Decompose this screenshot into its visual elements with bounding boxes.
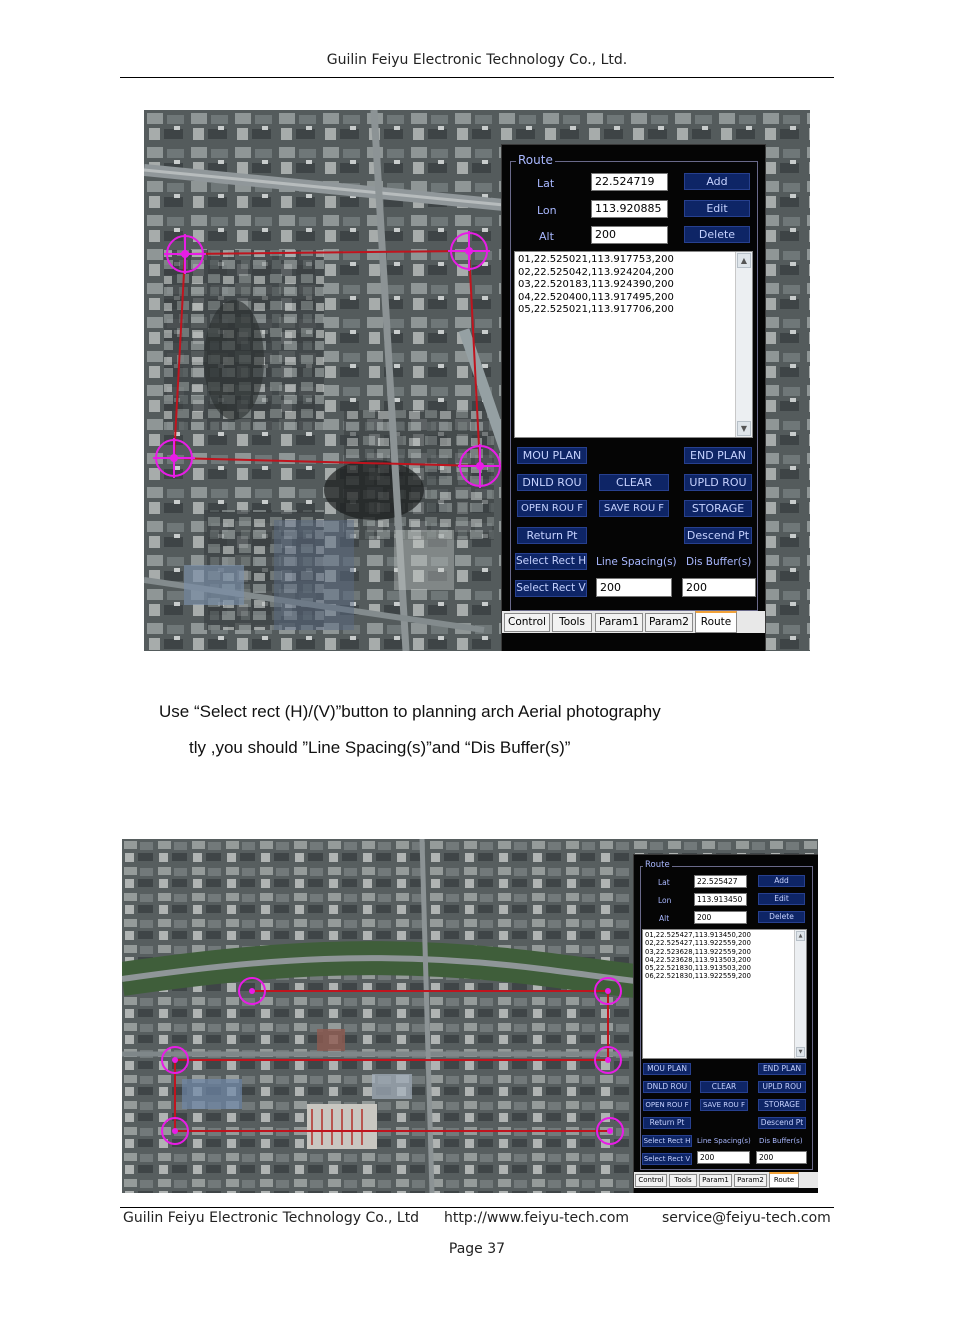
tab-param1[interactable]: Param1: [699, 1174, 732, 1187]
tab-bar: [502, 611, 765, 633]
page-header: Guilin Feiyu Electronic Technology Co., Ltd.: [326, 52, 628, 68]
scroll-down-icon[interactable]: ▼: [737, 421, 751, 436]
tab-tools[interactable]: Tools: [669, 1174, 697, 1187]
tab-param2[interactable]: Param2: [645, 613, 693, 632]
clear-button[interactable]: CLEAR: [599, 474, 669, 491]
waypoint-row[interactable]: 04,22.523628,113.913503,200: [645, 955, 751, 964]
select-rect-v-button[interactable]: Select Rect V: [515, 580, 587, 597]
select-rect-h-button[interactable]: Select Rect H: [643, 1137, 691, 1145]
waypoint-row[interactable]: 04,22.520400,113.917495,200: [518, 291, 674, 303]
waypoint-row[interactable]: 02,22.525427,113.922559,200: [645, 939, 751, 948]
dis-buffer-label: Dis Buffer(s): [759, 1137, 803, 1145]
alt-input[interactable]: 200: [694, 911, 747, 924]
tab-param2[interactable]: Param2: [734, 1174, 767, 1187]
tab-route[interactable]: Route: [695, 611, 737, 633]
select-rect-h-button[interactable]: Select Rect H: [515, 553, 587, 570]
dis-buffer-input[interactable]: 200: [756, 1151, 807, 1164]
end-plan-button[interactable]: END PLAN: [684, 447, 752, 464]
save-rou-file-button[interactable]: SAVE ROU F: [700, 1099, 748, 1111]
waypoint-row[interactable]: 06,22.521830,113.922559,200: [645, 972, 751, 981]
open-rou-file-button[interactable]: OPEN ROU F: [643, 1099, 691, 1111]
waypoint-row[interactable]: 05,22.521830,113.913503,200: [645, 964, 751, 973]
return-pt-button[interactable]: Return Pt: [643, 1117, 691, 1129]
route-screenshot-1: [144, 110, 810, 651]
descend-pt-button[interactable]: Descend Pt: [684, 527, 752, 544]
tab-tools[interactable]: Tools: [552, 613, 592, 632]
alt-label: Alt: [539, 230, 554, 243]
add-button[interactable]: Add: [684, 173, 750, 190]
waypoint-list[interactable]: [642, 929, 807, 1059]
body-text-line-2: tly ,you should ”Line Spacing(s)”and “Dis Buffer(s)”: [189, 738, 571, 757]
delete-button[interactable]: Delete: [758, 911, 805, 923]
route-screenshot-2: [122, 839, 818, 1193]
mou-plan-button[interactable]: MOU PLAN: [517, 447, 587, 464]
alt-label: Alt: [659, 914, 670, 923]
dis-buffer-input[interactable]: 200: [682, 578, 756, 597]
lon-label: Lon: [537, 204, 557, 217]
end-plan-button[interactable]: END PLAN: [758, 1063, 806, 1075]
waypoint-row[interactable]: 03,22.523628,113.922559,200: [645, 947, 751, 956]
route-panel: [633, 854, 818, 1193]
route-group-title: Route: [518, 153, 553, 167]
lat-input[interactable]: 22.524719: [591, 173, 668, 191]
footer-email[interactable]: service@feiyu-tech.com: [662, 1210, 831, 1226]
return-pt-button[interactable]: Return Pt: [517, 527, 587, 544]
tab-control[interactable]: Control: [635, 1174, 667, 1187]
lat-label: Lat: [537, 177, 555, 190]
footer-divider: [120, 1207, 834, 1208]
save-rou-file-button[interactable]: SAVE ROU F: [599, 500, 669, 517]
line-spacing-label: Line Spacing(s): [697, 1137, 751, 1145]
tab-control[interactable]: Control: [504, 613, 550, 632]
list-scrollbar[interactable]: [735, 252, 752, 437]
header-divider: [120, 77, 834, 78]
storage-button[interactable]: STORAGE: [684, 500, 752, 517]
open-rou-file-button[interactable]: OPEN ROU F: [517, 500, 587, 517]
mou-plan-button[interactable]: MOU PLAN: [643, 1063, 691, 1075]
page-number: Page 37: [448, 1241, 506, 1257]
scroll-up-icon[interactable]: ▲: [737, 253, 751, 268]
scroll-down-icon[interactable]: ▼: [796, 1047, 805, 1057]
waypoint-row[interactable]: 02,22.525042,113.924204,200: [518, 266, 674, 278]
footer-url[interactable]: http://www.feiyu-tech.com: [444, 1210, 630, 1226]
edit-button[interactable]: Edit: [684, 200, 750, 217]
waypoint-row[interactable]: 05,22.525021,113.917706,200: [518, 304, 674, 315]
line-spacing-input[interactable]: 200: [596, 578, 672, 597]
lon-label: Lon: [658, 896, 672, 905]
lon-input[interactable]: 113.913450: [694, 893, 747, 906]
lat-label: Lat: [658, 878, 670, 887]
tab-route[interactable]: Route: [769, 1172, 799, 1188]
body-text-line-1: Use “Select rect (H)/(V)”button to planning arch Aerial photography: [159, 702, 661, 721]
waypoint-row[interactable]: 01,22.525427,113.913450,200: [645, 931, 751, 939]
tab-bar: [634, 1172, 818, 1188]
upld-rou-button[interactable]: UPLD ROU: [758, 1081, 806, 1093]
alt-input[interactable]: 200: [591, 226, 668, 244]
list-scrollbar[interactable]: [794, 930, 806, 1058]
clear-button[interactable]: CLEAR: [700, 1081, 748, 1093]
tab-param1[interactable]: Param1: [595, 613, 643, 632]
dnld-rou-button[interactable]: DNLD ROU: [643, 1081, 691, 1093]
edit-button[interactable]: Edit: [758, 893, 805, 905]
lon-input[interactable]: 113.920885: [591, 200, 668, 218]
waypoint-row[interactable]: 03,22.520183,113.924390,200: [518, 279, 674, 290]
footer-company: Guilin Feiyu Electronic Technology Co., Ltd: [123, 1210, 420, 1226]
dis-buffer-label: Dis Buffer(s): [686, 556, 752, 568]
descend-pt-button[interactable]: Descend Pt: [758, 1117, 806, 1129]
waypoint-list[interactable]: [514, 251, 753, 438]
storage-button[interactable]: STORAGE: [758, 1099, 806, 1111]
route-panel: [501, 144, 766, 651]
waypoint-row[interactable]: 01,22.525021,113.917753,200: [518, 254, 674, 265]
lat-input[interactable]: 22.525427: [694, 875, 747, 888]
select-rect-v-button[interactable]: Select Rect V: [643, 1155, 691, 1163]
line-spacing-label: Line Spacing(s): [596, 556, 677, 568]
delete-button[interactable]: Delete: [684, 226, 750, 243]
dnld-rou-button[interactable]: DNLD ROU: [517, 474, 587, 491]
route-group-title: Route: [645, 860, 670, 870]
scroll-up-icon[interactable]: ▲: [796, 931, 805, 941]
add-button[interactable]: Add: [758, 875, 805, 887]
upld-rou-button[interactable]: UPLD ROU: [684, 474, 752, 491]
line-spacing-input[interactable]: 200: [697, 1151, 750, 1164]
